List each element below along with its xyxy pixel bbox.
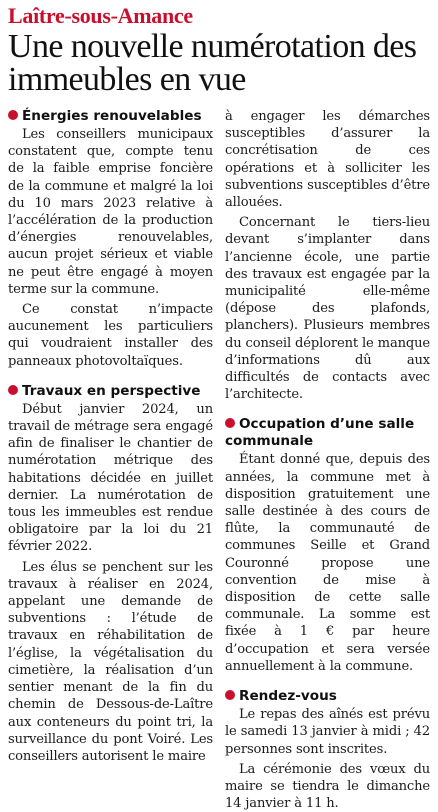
bullet-dot-icon [8,110,18,120]
paragraph: La cérémonie des vœux du maire se tiendra le dimanche 14 janvier à 11 h. [225,761,430,812]
bullet-dot-icon [225,418,235,428]
section-heading-travaux [8,383,213,400]
column-right [225,108,430,812]
paragraph: Début janvier 2024, un travail de métrage sera engagé afin de finaliser le chantier de numérotation métrique des habitations décidée en juillet dernier. La numérotation de tous les immeubles est rendue obligatoire par la loi du 21 février 2022. [8,401,213,555]
section-heading-rendez-vous [225,688,430,705]
paragraph: Ce constat n’impacte aucunement les particuliers qui voudraient installer des panneaux photovoltaïques. [8,302,213,369]
paragraph: Concernant le tiers-lieu devant s’implanter dans l’ancienne école, une partie des travaux est engagée par la municipalité elle-même (dépose des plafonds, planchers). Plusieurs membres du conseil déplorent le manque d’informations dû aux difficultés de contacts avec l’architecte. [225,215,430,403]
section-heading-occupation [225,416,430,450]
paragraph: Les élus se penchent sur les travaux à réaliser en 2024, appelant une demande de subventions : l’étude de travaux en réhabilitation de l’église, la végétalisation du cimetière, la réalisation d’un sentier menant de la fin du chemin de Dessous-de-Laître aux conteneurs du point tri, la surveillance du pont Voiré. Les conseillers autorisent le maire [8,559,213,764]
section-gap [8,370,213,383]
section-heading-text: Travaux en perspective [22,382,201,399]
paragraph: Étant donné que, depuis des années, la commune met à disposition gratuitement une salle destinée à des cours de flûte, la communauté de communes Seille et Grand Couronné propose une convention de mise à disposition de cette salle communale. La somme est fixée à 1 € par heure d’occupation et sera versée annuellement à la commune. [225,452,430,674]
bullet-dot-icon [8,385,18,395]
paragraph: Le repas des aînés est prévu le samedi 13 janvier à midi ; 42 personnes sont inscrites. [225,707,430,757]
section-heading-text: Énergies renouvelables [22,108,202,124]
article-body [8,108,430,812]
section-heading-energies [8,108,213,125]
section-gap [225,403,430,416]
location-kicker: Laître-sous-Amance [8,3,193,28]
paragraph-continued: à engager les démarches susceptibles d’assurer la concrétisation de ces opérations et à solliciter les subventions susceptibles d’être allouées. [225,109,430,211]
column-left [8,108,213,812]
section-heading-text: Rendez-vous [239,688,337,705]
article-headline: Une nouvelle numérotation des immeubles en vue [8,28,417,98]
paragraph: Les conseillers municipaux constatent que, compte tenu de la faible emprise foncière de la commune et malgré la loi du 10 mars 2023 relative à l’accélération de la production d’énergies renouvelables, aucun projet sérieux et viable ne peut être engagé à moyen terme sur la commune. [8,127,213,297]
section-heading-text: Occupation d’une salle communale [225,416,415,450]
bullet-dot-icon [225,690,235,700]
section-gap [225,675,430,688]
